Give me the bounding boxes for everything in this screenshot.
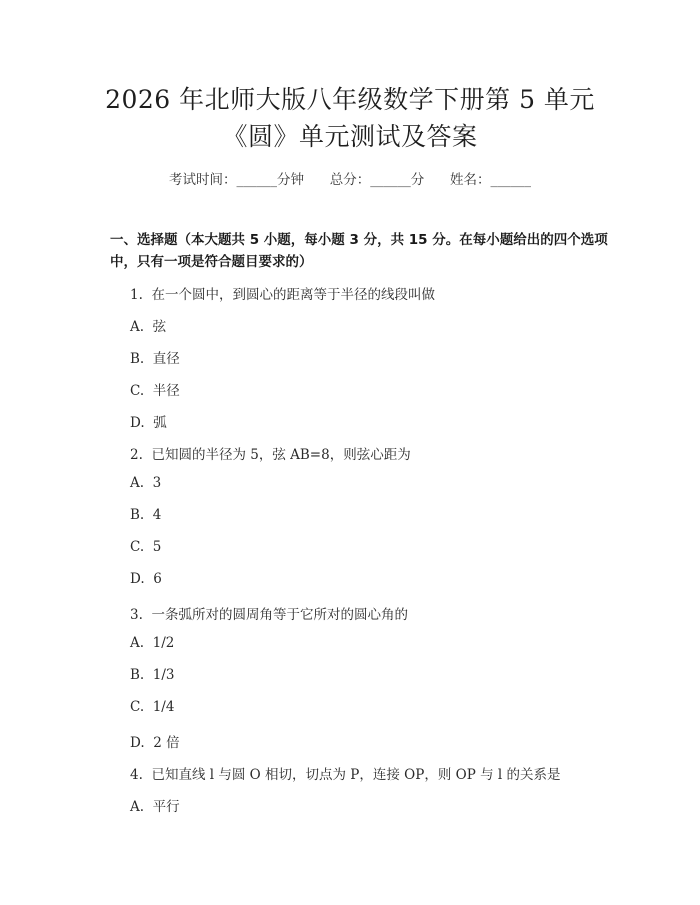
question-3-option-d: D. 2 倍: [130, 735, 180, 751]
question-3-option-b: B. 1/3: [130, 667, 175, 683]
section-heading-multiple-choice: 一、选择题（本大题共 5 小题，每小题 3 分，共 15 分。在每小题给出的四个选项中，只有一项是符合题目要求的）: [110, 232, 608, 270]
question-4-stem: 4. 已知直线 l 与圆 O 相切，切点为 P，连接 OP，则 OP 与 l 的关系是: [130, 767, 561, 783]
question-1-option-a: A. 弦: [130, 319, 167, 335]
exam-info-line: 考试时间：______分钟 总分：______分 姓名：______: [169, 172, 531, 188]
document-title-line-2: 《圆》单元测试及答案: [222, 122, 478, 151]
document-title-line-1: 2026 年北师大版八年级数学下册第 5 单元: [105, 85, 595, 114]
question-3-option-c: C. 1/4: [130, 699, 175, 715]
question-1-option-d: D. 弧: [130, 415, 167, 431]
question-2-option-c: C. 5: [130, 539, 162, 555]
question-1-option-b: B. 直径: [130, 351, 180, 367]
question-2-option-d: D. 6: [130, 571, 162, 587]
question-2-stem: 2. 已知圆的半径为 5，弦 AB=8，则弦心距为: [130, 447, 411, 463]
question-3-stem: 3. 一条弧所对的圆周角等于它所对的圆心角的: [130, 607, 408, 623]
question-3-option-a: A. 1/2: [130, 635, 175, 651]
question-2-option-a: A. 3: [130, 475, 162, 491]
question-4-option-a: A. 平行: [130, 799, 180, 815]
question-2-option-b: B. 4: [130, 507, 162, 523]
question-1-option-c: C. 半径: [130, 383, 180, 399]
question-1-stem: 1. 在一个圆中，到圆心的距离等于半径的线段叫做: [130, 287, 435, 303]
